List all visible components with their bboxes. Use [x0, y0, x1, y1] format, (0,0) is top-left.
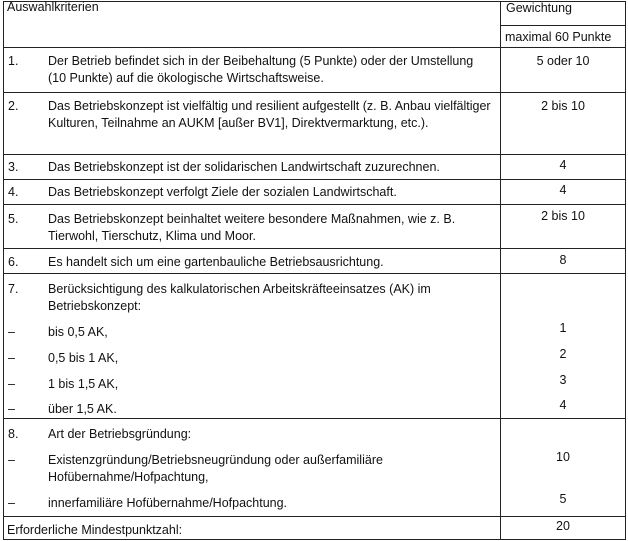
- max-points-label: maximal 60 Punkte: [505, 30, 612, 44]
- row-number: 1.: [8, 54, 19, 68]
- sub-item-weight: 3: [559, 373, 567, 387]
- min-points-value: 20: [556, 519, 570, 533]
- table-row: [4, 273, 625, 419]
- table-row: [4, 204, 625, 249]
- row-text: Es handelt sich um eine gartenbauliche Betriebsausrichtung.: [48, 255, 384, 269]
- row-number: 4.: [8, 185, 19, 199]
- row-weight: 4: [559, 183, 567, 197]
- min-points-label: Erforderliche Mindestpunktzahl:: [7, 523, 183, 537]
- row-number: 7.: [8, 282, 19, 296]
- footer-row: [4, 516, 625, 541]
- row-weight: 5 oder 10: [536, 54, 590, 68]
- sub-item-dash: –: [8, 377, 15, 391]
- row-weight: 2 bis 10: [541, 99, 585, 113]
- sub-item-weight: 5: [559, 492, 567, 506]
- table-row: [4, 47, 625, 93]
- row-text: Das Betriebskonzept ist der solidarischen Landwirtschaft zuzurechnen.: [48, 160, 440, 174]
- sub-item-weight: 2: [559, 347, 567, 361]
- table-row: [4, 154, 625, 180]
- sub-item-text: 0,5 bis 1 AK,: [48, 351, 119, 365]
- row-text: Der Betrieb befindet sich in der Beibehaltung (5 Punkte) oder der Umstellung (10 Punkte) auf die ökologische Wirtschaftsweise.: [48, 54, 474, 85]
- max-points-row: [500, 25, 625, 48]
- row-text: Das Betriebskonzept ist vielfältig und resilient aufgestellt (z. B. Anbau vielfältiger Kulturen, Teilnahme an AUKM [außer BV1], Direktvermarktung, etc.).: [48, 99, 491, 130]
- weighting-header: Gewichtung: [506, 1, 573, 15]
- sub-item-text: innerfamiliäre Hofübernahme/Hofpachtung.: [48, 496, 288, 510]
- sub-item-weight: 10: [556, 450, 570, 464]
- table-row: [4, 92, 625, 155]
- row-text: Berücksichtigung des kalkulatorischen Arbeitskräfteeinsatzes (AK) im Betriebskonzept:: [48, 282, 431, 313]
- sub-item-dash: –: [8, 453, 15, 467]
- sub-item-dash: –: [8, 351, 15, 365]
- row-text: Das Betriebskonzept beinhaltet weitere besondere Maßnahmen, wie z. B. Tierwohl, Tierschutz, Klima und Moor.: [48, 212, 456, 243]
- row-number: 8.: [8, 427, 19, 441]
- row-number: 5.: [8, 212, 19, 226]
- sub-item-weight: 1: [559, 321, 567, 335]
- row-weight: 8: [559, 253, 567, 267]
- criteria-table: [3, 1, 626, 540]
- row-number: 6.: [8, 255, 19, 269]
- header-row: [4, 2, 625, 25]
- row-weight: 2 bis 10: [541, 209, 585, 223]
- sub-item-text: Existenzgründung/Betriebsneugründung oder außerfamiliäre Hofübernahme/Hofpachtung,: [48, 453, 383, 484]
- sub-item-text: 1 bis 1,5 AK,: [48, 377, 119, 391]
- sub-item-text: über 1,5 AK.: [48, 402, 117, 416]
- row-number: 2.: [8, 99, 19, 113]
- sub-item-dash: –: [8, 325, 15, 339]
- sub-item-weight: 4: [559, 398, 567, 412]
- row-text: Das Betriebskonzept verfolgt Ziele der sozialen Landwirtschaft.: [48, 185, 397, 199]
- table-row: [4, 248, 625, 274]
- criteria-header: Auswahlkriterien: [7, 0, 99, 14]
- table-row: [4, 418, 625, 517]
- row-weight: 4: [559, 158, 567, 172]
- sub-item-dash: –: [8, 496, 15, 510]
- sub-item-text: bis 0,5 AK,: [48, 325, 108, 339]
- row-text: Art der Betriebsgründung:: [48, 427, 192, 441]
- row-number: 3.: [8, 160, 19, 174]
- sub-item-dash: –: [8, 402, 15, 416]
- table-row: [4, 179, 625, 205]
